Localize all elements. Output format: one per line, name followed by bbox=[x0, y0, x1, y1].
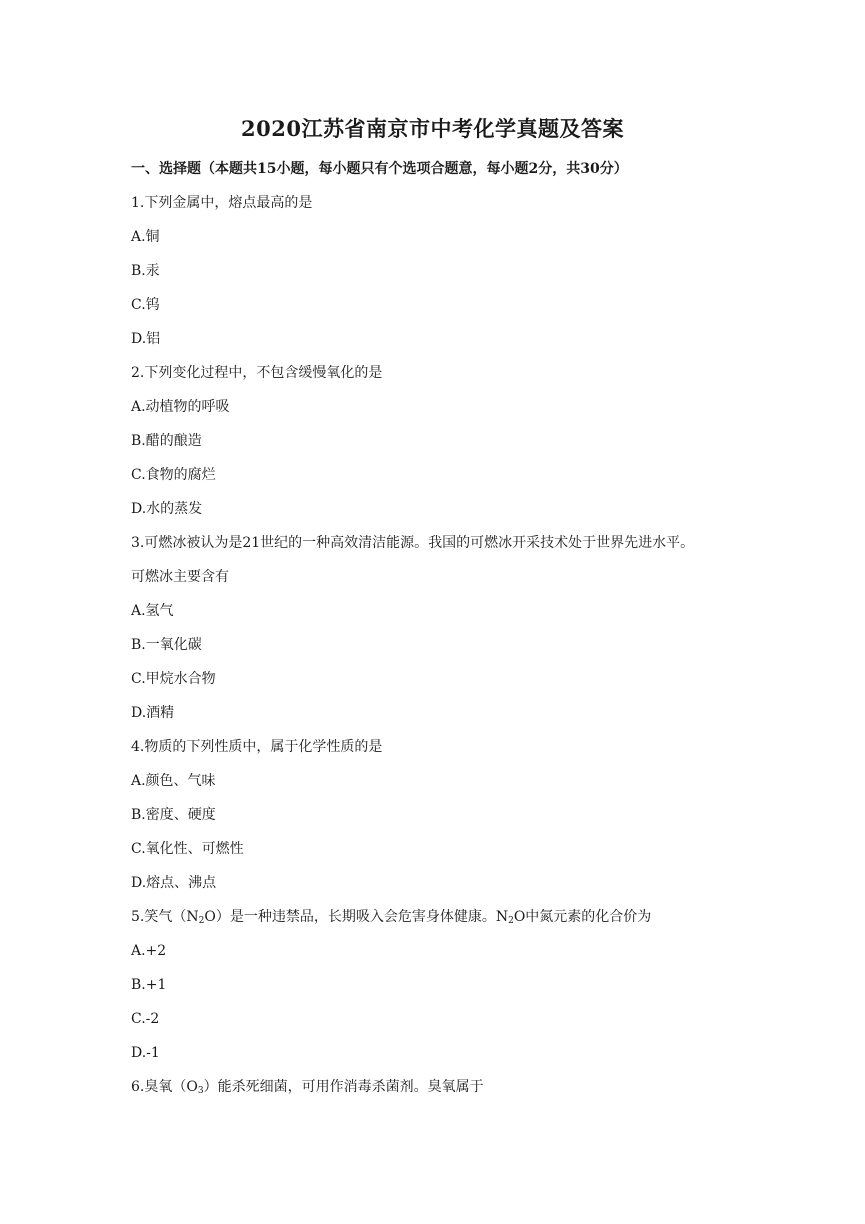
question-5-stem-part-2: O）是一种违禁品，长期吸入会危害身体健康。N bbox=[204, 909, 509, 925]
question-5-option-d: D.-1 bbox=[131, 1045, 160, 1061]
question-5-stem-part-1: 5.笑气（N bbox=[131, 909, 199, 925]
question-5-stem bbox=[131, 908, 651, 926]
question-4-option-a: A.颜色、气味 bbox=[131, 773, 216, 789]
question-1-option-b: B.汞 bbox=[131, 263, 160, 279]
question-4-stem: 4.物质的下列性质中，属于化学性质的是 bbox=[131, 739, 383, 755]
question-2-option-c: C.食物的腐烂 bbox=[131, 467, 216, 483]
question-3-stem-line-1: 3.可燃冰被认为是21世纪的一种高效清洁能源。我国的可燃冰开采技术处于世界先进水平。 bbox=[131, 535, 695, 551]
question-5-option-a: A.+2 bbox=[131, 943, 167, 959]
question-1-option-a: A.铜 bbox=[131, 229, 160, 245]
question-4-option-d: D.熔点、沸点 bbox=[131, 875, 217, 891]
question-3-option-b: B.一氧化碳 bbox=[131, 637, 202, 653]
document-title: 2020江苏省南京市中考化学真题及答案 bbox=[241, 116, 624, 141]
question-6-stem-part-2: ）能杀死细菌，可用作消毒杀菌剂。臭氧属于 bbox=[203, 1079, 484, 1095]
question-6-stem-part-1: 6.臭氧（O bbox=[131, 1079, 198, 1095]
question-5-stem-part-3: O中氮元素的化合价为 bbox=[513, 909, 652, 925]
question-3-option-c: C.甲烷水合物 bbox=[131, 671, 216, 687]
question-3-stem-line-2: 可燃冰主要含有 bbox=[131, 569, 229, 585]
question-5-subscript-2: 2 bbox=[508, 916, 514, 926]
question-2-option-a: A.动植物的呼吸 bbox=[131, 399, 230, 415]
question-4-option-b: B.密度、硬度 bbox=[131, 807, 216, 823]
question-4-option-c: C.氧化性、可燃性 bbox=[131, 841, 244, 857]
question-6-subscript: 3 bbox=[197, 1086, 204, 1096]
question-2-stem: 2.下列变化过程中，不包含缓慢氧化的是 bbox=[131, 365, 383, 381]
question-1-option-d: D.铝 bbox=[131, 331, 161, 347]
question-5-subscript-1: 2 bbox=[198, 916, 205, 926]
question-5-option-b: B.+1 bbox=[131, 977, 167, 993]
question-3-option-a: A.氢气 bbox=[131, 603, 174, 619]
question-2-option-d: D.水的蒸发 bbox=[131, 501, 203, 517]
question-3-option-d: D.酒精 bbox=[131, 705, 175, 721]
question-2-option-b: B.醋的酿造 bbox=[131, 433, 202, 449]
question-1-option-c: C.钨 bbox=[131, 297, 160, 313]
question-6-stem bbox=[131, 1078, 484, 1096]
question-1-stem: 1.下列金属中，熔点最高的是 bbox=[131, 195, 313, 211]
question-5-option-c: C.-2 bbox=[131, 1011, 160, 1027]
section-heading: 一、选择题（本题共15小题，每小题只有个选项合题意，每小题2分，共30分） bbox=[131, 161, 628, 177]
